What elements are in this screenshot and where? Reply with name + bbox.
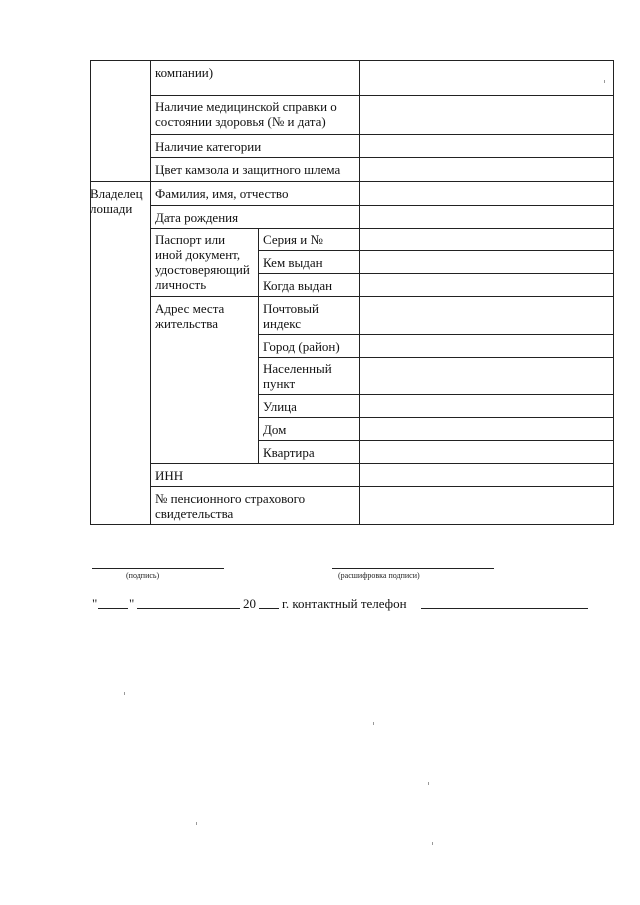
row-divider [150, 95, 614, 96]
row-divider [150, 296, 614, 297]
table-border-right [613, 60, 614, 525]
cell-city: Город (район) [263, 339, 340, 354]
date-quote-open: " [92, 596, 98, 611]
cell-passport: Паспорт или иной документ, удостоверяющий личность [155, 232, 250, 292]
row-divider [258, 440, 614, 441]
cell-birth-date: Дата рождения [155, 210, 239, 225]
cell-category: Наличие категории [155, 139, 262, 154]
row-divider [150, 486, 614, 487]
row-divider [258, 357, 614, 358]
cell-passport-issued-when: Когда выдан [263, 278, 333, 293]
row-divider [150, 157, 614, 158]
cell-passport-issued-by: Кем выдан [263, 255, 323, 270]
month-blank[interactable] [137, 608, 240, 609]
day-blank[interactable] [98, 608, 128, 609]
signature-decoding-blank[interactable] [332, 568, 494, 569]
scan-speck [124, 692, 125, 695]
cell-company: компании) [155, 65, 214, 80]
scan-speck [428, 782, 429, 785]
cell-apartment: Квартира [263, 445, 315, 460]
year-prefix: 20 [243, 596, 256, 611]
row-divider [258, 394, 614, 395]
scan-speck [196, 822, 197, 825]
cell-postal-code: Почтовый индекс [263, 301, 319, 331]
cell-medical-certificate: Наличие медицинской справки о состоянии здоровья (№ и дата) [155, 99, 337, 129]
table-col-divider-1 [150, 60, 151, 525]
row-divider [258, 334, 614, 335]
scan-speck [604, 80, 605, 83]
cell-address: Адрес места жительства [155, 301, 225, 331]
cell-passport-series: Серия и № [263, 232, 323, 247]
cell-full-name: Фамилия, имя, отчество [155, 186, 289, 201]
row-divider [150, 134, 614, 135]
row-divider [150, 463, 614, 464]
cell-house: Дом [263, 422, 287, 437]
row-divider [258, 273, 614, 274]
phone-blank[interactable] [421, 608, 588, 609]
cell-horse-owner: Владелец лошади [90, 186, 143, 216]
table-col-divider-2 [258, 228, 259, 463]
phone-label: г. контактный телефон [282, 596, 407, 611]
signature-caption: (подпись) [126, 571, 160, 580]
row-divider [258, 250, 614, 251]
table-border-bottom [90, 524, 614, 525]
scan-speck [432, 842, 433, 845]
cell-inn: ИНН [155, 468, 184, 483]
row-divider [150, 205, 614, 206]
table-col-divider-3 [359, 60, 360, 525]
date-quote-close: " [129, 596, 135, 611]
table-border-left [90, 60, 91, 525]
section-divider [90, 181, 614, 182]
scan-speck [373, 722, 374, 725]
cell-pension-certificate: № пенсионного страхового свидетельства [155, 491, 306, 521]
signature-decoding-caption: (расшифровка подписи) [338, 571, 420, 580]
row-divider [150, 228, 614, 229]
row-divider [258, 417, 614, 418]
cell-jacket-color: Цвет камзола и защитного шлема [155, 162, 341, 177]
table-border-top [90, 60, 614, 61]
year-blank[interactable] [259, 608, 279, 609]
cell-settlement: Населенный пункт [263, 361, 332, 391]
signature-blank[interactable] [92, 568, 224, 569]
cell-street: Улица [263, 399, 297, 414]
